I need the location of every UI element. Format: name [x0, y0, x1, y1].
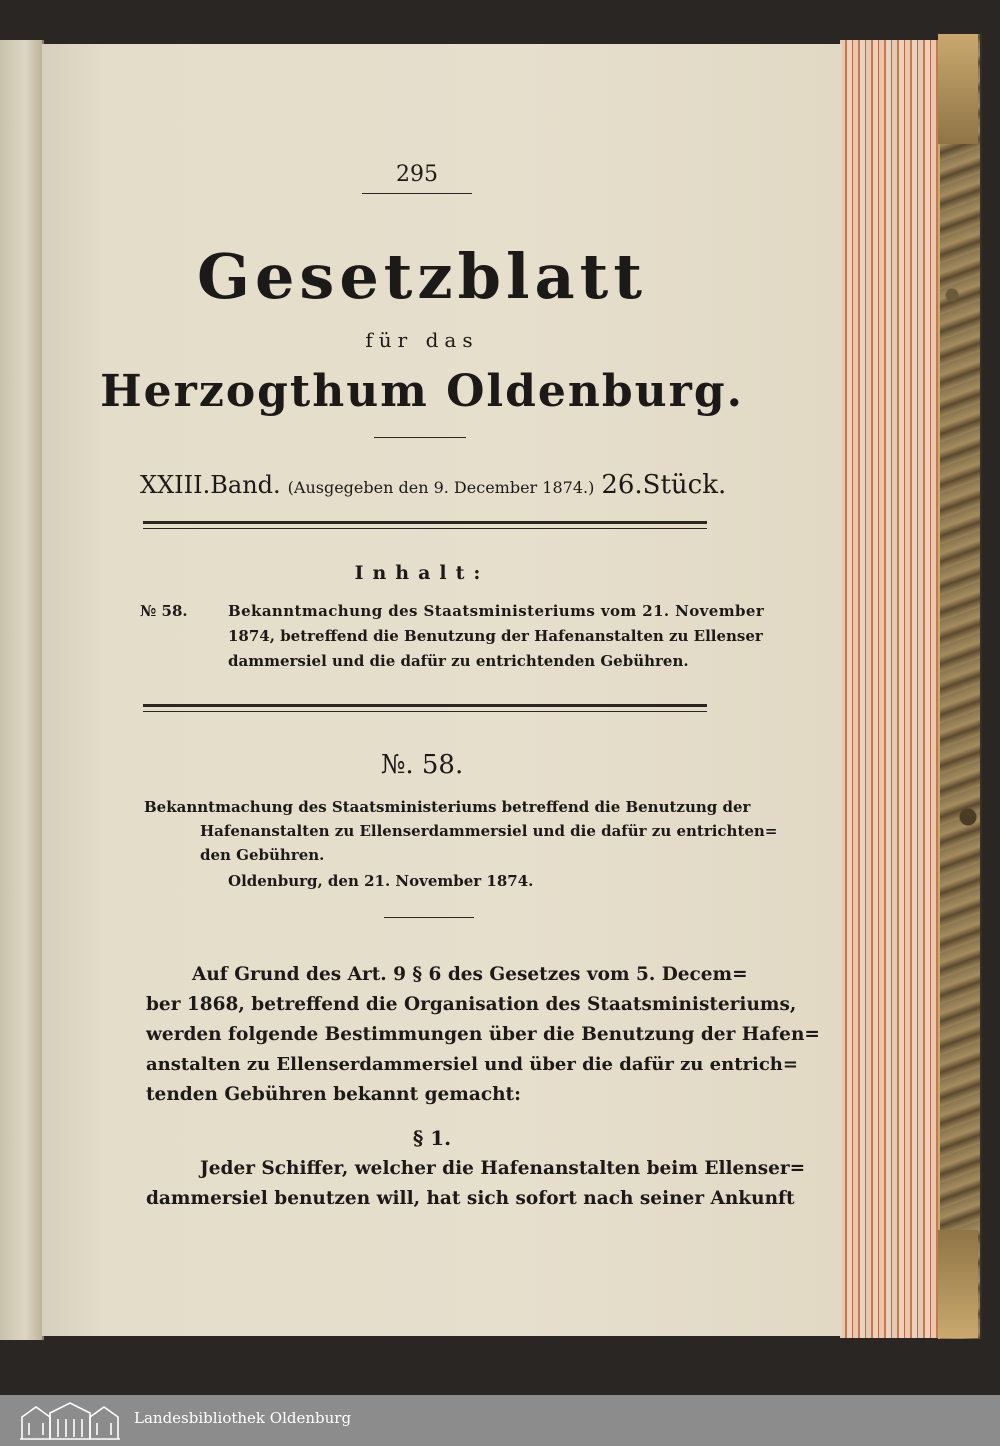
contents-line-3: dammersiel und die dafür zu entrichtenden Gebühren.: [228, 652, 689, 670]
masthead-region: Herzogthum Oldenburg.: [100, 366, 744, 417]
entry-title-line-3: den Gebühren.: [200, 846, 325, 864]
masthead-rule: [374, 437, 466, 438]
page-block-edges: [840, 40, 943, 1338]
body-line-2: ber 1868, betreffend die Organisation des Staatsministeriums,: [146, 994, 797, 1015]
library-building-logo-icon: [18, 1401, 122, 1441]
masthead-title: Gesetzblatt: [197, 240, 647, 313]
entry-title-line-2: Hafenanstalten zu Ellenserdammersiel und die dafür zu entrichten=: [200, 822, 778, 840]
contents-rule-thick: [143, 704, 707, 707]
contents-heading: Inhalt:: [354, 562, 490, 584]
cover-corner-top: [938, 34, 978, 144]
cover-corner-bottom: [938, 1230, 978, 1338]
issue-volume: XXIII.Band.: [140, 471, 281, 499]
section-heading: § 1.: [412, 1126, 452, 1150]
body-line-5: tenden Gebühren bekannt gemacht:: [146, 1084, 521, 1105]
page-number-rule: [362, 193, 472, 194]
body-line-3: werden folgende Bestimmungen über die Benutzung der Hafen=: [146, 1024, 820, 1045]
body-line-1: Auf Grund des Art. 9 § 6 des Gesetzes vom 5. Decem=: [192, 964, 748, 985]
entry-number: №. 58.: [380, 750, 464, 780]
entry-rule: [384, 917, 474, 918]
marbled-cover: [938, 34, 982, 1339]
section-line-2: dammersiel benutzen will, hat sich sofort nach seiner Ankunft: [146, 1188, 795, 1209]
masthead-subtitle: für das: [365, 328, 479, 352]
issue-rule-thick: [143, 521, 707, 524]
issue-date: (Ausgegeben den 9. December 1874.): [287, 478, 595, 497]
entry-title-line-1: Bekanntmachung des Staatsministeriums betreffend die Benutzung der: [144, 798, 751, 816]
entry-place-date: Oldenburg, den 21. November 1874.: [228, 872, 534, 890]
contents-rule-thin: [143, 711, 707, 712]
issue-line: [140, 470, 726, 500]
contents-number: № 58.: [140, 602, 188, 620]
section-line-1: Jeder Schiffer, welcher die Hafenanstalten beim Ellenser=: [200, 1158, 806, 1179]
document-page: [42, 44, 842, 1336]
library-name[interactable]: Landesbibliothek Oldenburg: [134, 1409, 352, 1427]
left-page-edge: [0, 40, 44, 1340]
issue-piece: 26.Stück.: [601, 470, 727, 500]
body-line-4: anstalten zu Ellenserdammersiel und über die dafür zu entrich=: [146, 1054, 798, 1075]
viewer-footer-bar: [0, 1395, 1000, 1446]
contents-line-1: Bekanntmachung des Staatsministeriums vom 21. November: [228, 602, 765, 620]
contents-line-2: 1874, betreffend die Benutzung der Hafenanstalten zu Ellenser: [228, 627, 763, 645]
page-number: 295: [396, 162, 438, 187]
issue-rule-thin: [143, 528, 707, 529]
